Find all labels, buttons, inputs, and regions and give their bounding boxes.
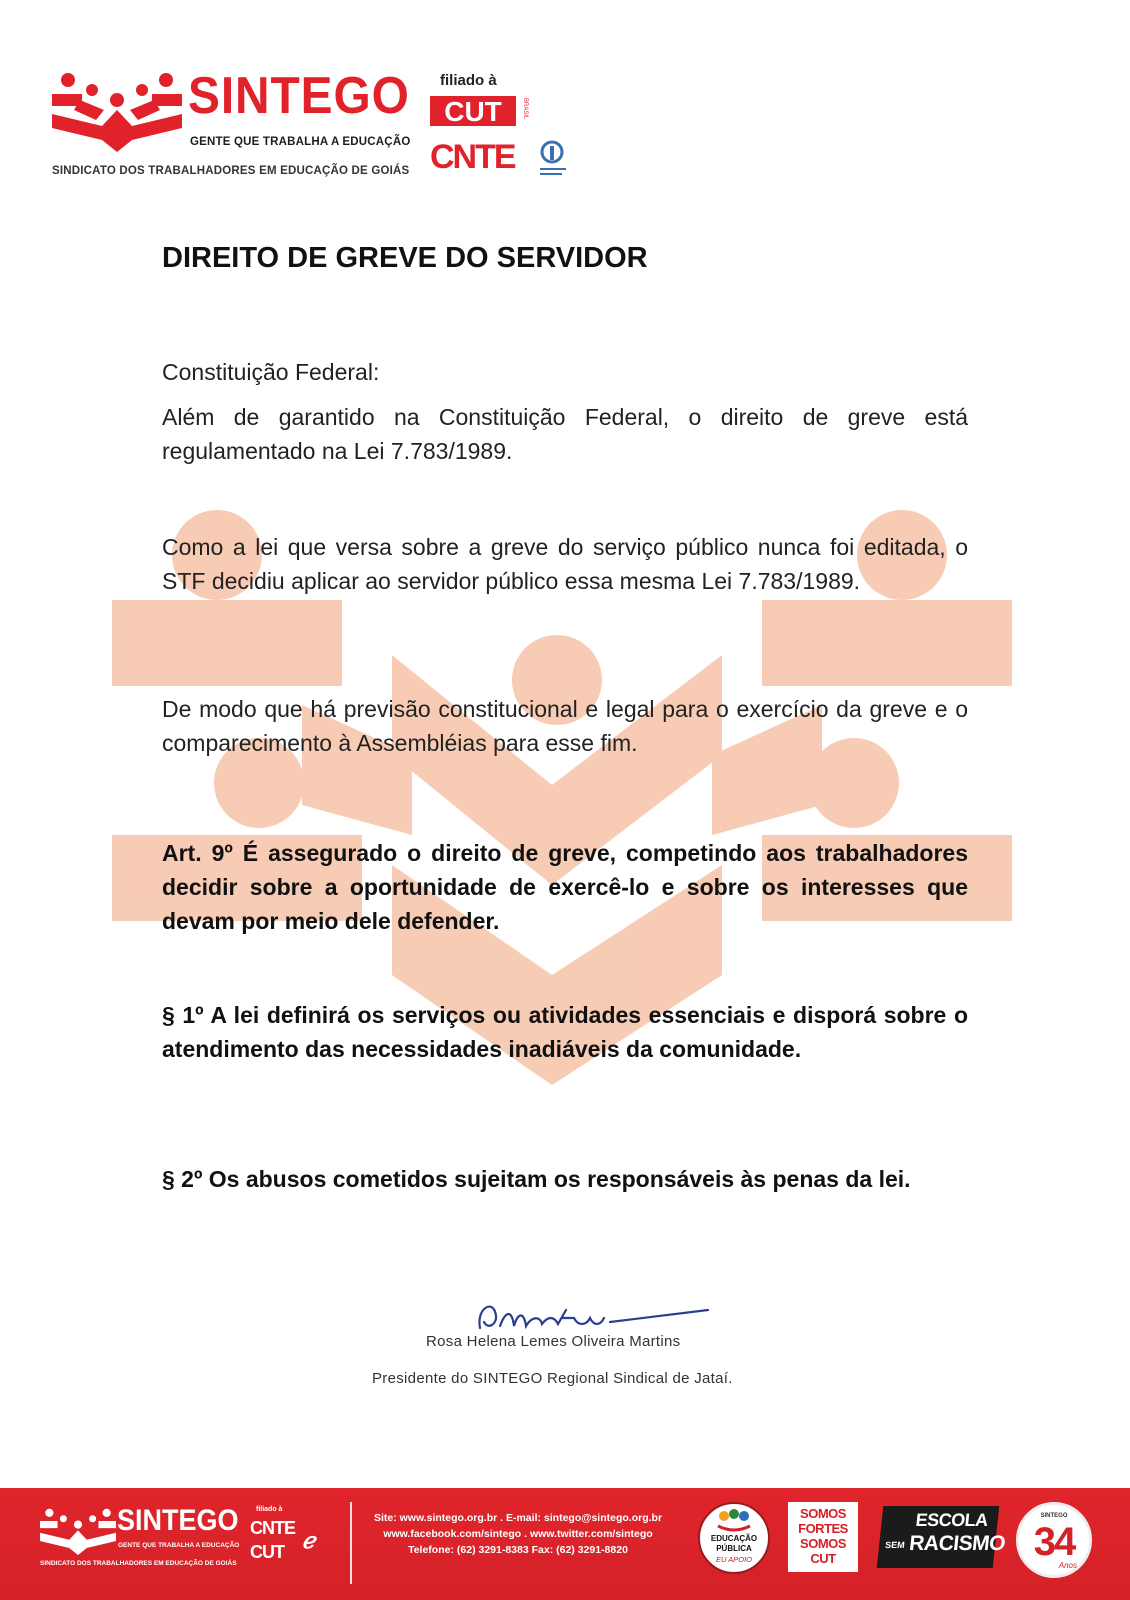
cut-logo-icon [430,96,532,126]
cnte-logo-icon [430,140,532,172]
paragraph-1: Além de garantido na Constituição Federal, o direito de greve está regulamentado na Lei 7.783/1989. [162,404,968,464]
cut-logo-text: CUT [444,96,502,126]
signature-block [370,1298,770,1398]
brand-fullname: SINDICATO DOS TRABALHADORES EM EDUCAÇÃO DE GOIÁS [52,165,410,177]
paragraph-2: Como a lei que versa sobre a greve do serviço público nunca foi editada, o STF decidiu aplicar ao servidor público essa mesma Lei 7.783/1989. [162,534,968,594]
footer-cut-logo: CUT [250,1542,284,1562]
educacao-publica-people-icon [700,1504,768,1534]
escola-badge-line-3: RACISMO [908,1532,1007,1555]
footer-affiliation-label: filiado à [256,1506,283,1513]
sintego-34-anos-badge [1016,1502,1092,1578]
anniv-badge-line-1: SINTEGO [1040,1513,1068,1519]
somos-fortes-badge [788,1502,858,1572]
anniv-badge-line-3: Anos [1058,1561,1077,1570]
paragraph-3: De modo que há previsão constitucional e legal para o exercício da greve e o comparecimento à Assembléias para esse fim. [162,696,968,756]
somos-badge-line-4: CUT [810,1551,836,1566]
educacao-publica-badge [698,1502,770,1574]
somos-badge-line-2: FORTES [798,1521,848,1536]
letterhead [52,66,592,186]
footer-contact-phone: Telefone: (62) 3291-8383 Fax: (62) 3291-8820 [408,1544,628,1556]
paragraph-constitution-label: Constituição Federal: [162,359,380,385]
escola-badge-line-2: SEM [884,1540,906,1550]
escola-sem-racismo-badge [877,1506,1007,1568]
footer-bar [0,1488,1130,1600]
footer-contacts [368,1510,668,1558]
footer-brand-fullname: SINDICATO DOS TRABALHADORES EM EDUCAÇÃO DE GOIÁS [40,1560,237,1567]
educacao-badge-line-2: PÚBLICA [716,1544,752,1553]
footer-cnte-logo: CNTE [250,1518,295,1538]
footer-divider [350,1502,352,1584]
sintego-people-logo-icon [52,70,182,152]
document-body [162,240,968,1192]
somos-badge-line-1: SOMOS [800,1506,846,1521]
article-9: Art. 9º É assegurado o direito de greve, competindo aos trabalhadores decidir sobre a oportunidade de exercê-lo e sobre os interesses que devam por meio dele defender. [162,840,968,934]
anniv-badge-number: 34 [1033,1520,1075,1564]
footer-contact-site-email: Site: www.sintego.org.br . E-mail: sintego@sintego.org.br [373,1512,663,1524]
brand-name: SINTEGO [188,67,410,125]
internacional-educacao-icon [538,140,568,178]
footer-people-logo-icon [40,1506,116,1556]
footer-contact-social: www.facebook.com/sintego . www.twitter.com/sintego [383,1528,653,1540]
signatory-role: Presidente do SINTEGO Regional Sindical de Jataí. [372,1370,733,1387]
escola-badge-line-1: ESCOLA [914,1510,989,1530]
handwritten-signature-icon [470,1298,710,1338]
article-9-paragraph-2: § 2º Os abusos cometidos sujeitam os responsáveis às penas da lei. [162,1166,911,1192]
footer-ie-logo-icon: ℯ [302,1528,316,1553]
educacao-badge-line-1: EDUCAÇÃO [710,1534,758,1543]
somos-badge-line-3: SOMOS [800,1536,846,1551]
educacao-badge-line-3: EU APOIO [716,1555,752,1564]
affiliation-label: filiado à [440,72,497,89]
brand-tagline: GENTE QUE TRABALHA A EDUCAÇÃO [190,136,411,148]
signatory-name: Rosa Helena Lemes Oliveira Martins [426,1333,681,1350]
footer-brand-tagline: GENTE QUE TRABALHA A EDUCAÇÃO [118,1542,240,1549]
document-title: DIREITO DE GREVE DO SERVIDOR [162,242,648,274]
cnte-logo-text: CNTE [430,140,515,172]
article-9-paragraph-1: § 1º A lei definirá os serviços ou atividades essenciais e disporá sobre o atendimento das necessidades inadiáveis da comunidade. [162,1002,968,1062]
footer-brand-name: SINTEGO [117,1504,239,1537]
cut-logo-sub: BRASIL [522,98,528,120]
